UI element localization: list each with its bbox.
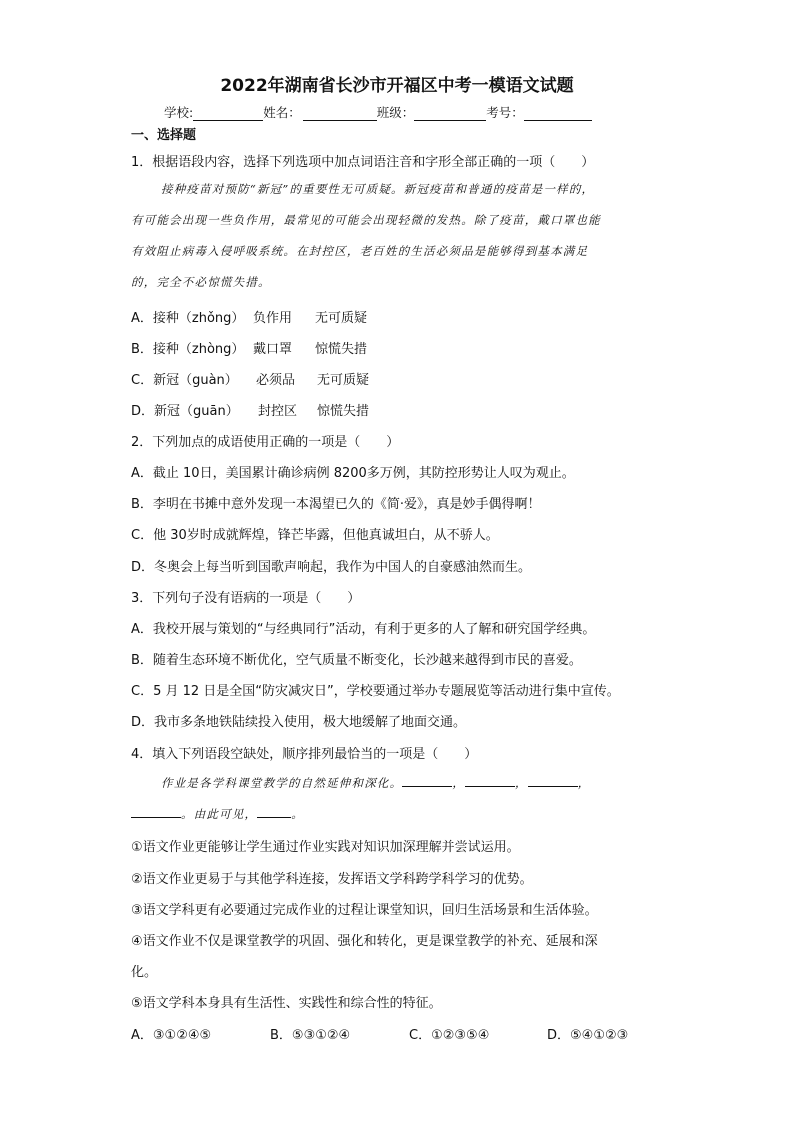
q4-item-4-continued: 化。	[131, 965, 158, 980]
q2-stem: 2．下列加点的成语使用正确的一项是（ ）	[131, 435, 400, 450]
section-heading: 一、选择题	[131, 128, 197, 143]
name-blank	[303, 108, 377, 121]
blank-1	[402, 775, 452, 787]
name-label: 姓名：	[263, 105, 301, 120]
q4-option-a: A．③①②④⑤	[131, 1028, 212, 1043]
class-label: 班级：	[376, 105, 415, 120]
q4-options	[131, 1024, 628, 1043]
blank-5	[257, 806, 291, 818]
q4-option-c: C．①②③⑤④	[409, 1028, 490, 1043]
q4-passage-line: 作业是各学科课堂教学的自然延伸和深化。 ， ， ，	[161, 776, 591, 790]
exam-number-blank	[524, 108, 592, 121]
q4-passage-line: 。由此可见， 。	[131, 806, 661, 822]
q1-option-b: B．接种（zhòng） 戴口罩 惊慌失措	[131, 342, 368, 357]
q1-option-a: A．接种（zhǒng） 负作用 无可质疑	[131, 311, 368, 326]
q1-stem: 1．根据语段内容，选择下列选项中加点词语注音和字形全部正确的一项（ ）	[131, 155, 595, 170]
q2-option-c: C．他 30岁时成就辉煌，锋芒毕露，但他真诚坦白，从不骄人。	[131, 528, 499, 543]
q3-option-d: D．我市多条地铁陆续投入使用，极大地缓解了地面交通。	[131, 715, 467, 730]
q4-item-1: ①语文作业更能够让学生通过作业实践对知识加深理解并尝试运用。	[131, 840, 520, 855]
school-blank	[193, 108, 263, 121]
q1-passage-line: 接种疫苗对预防“新冠”的重要性无可质疑。新冠疫苗和普通的疫苗是一样的，	[161, 182, 595, 196]
q1-option-d: D．新冠（guān） 封控区 惊慌失措	[131, 404, 370, 419]
q2-option-a: A．截止 10日，美国累计确诊病例 8200多万例，其防控形势让人叹为观止。	[131, 466, 575, 481]
q2-option-b: B．李明在书摊中意外发现一本渴望已久的《简·爱》，真是妙手偶得啊！	[131, 497, 541, 512]
q4-option-b: B．⑤③①②④	[270, 1028, 351, 1043]
q4-option-d: D．⑤④①②③	[547, 1028, 629, 1043]
q1-passage-line: 有可能会出现一些负作用，最常见的可能会出现轻微的发热。除了疫苗，戴口罩也能	[131, 213, 601, 227]
q3-option-c: C．5 月 12 日是全国“防灾减灾日”，学校要通过举办专题展览等活动进行集中宣传。	[131, 684, 620, 699]
q4-item-5: ⑤语文学科本身具有生活性、实践性和综合性的特征。	[131, 996, 442, 1011]
q2-option-d: D．冬奥会上每当听到国歌声响起，我作为中国人的自豪感油然而生。	[131, 560, 532, 575]
q3-option-b: B．随着生态环境不断优化，空气质量不断变化，长沙越来越得到市民的喜爱。	[131, 653, 582, 668]
exam-number-label: 考号：	[486, 105, 524, 120]
q3-option-a: A．我校开展与策划的“与经典同行”活动，有利于更多的人了解和研究国学经典。	[131, 622, 596, 637]
blank-2	[465, 775, 515, 787]
q4-item-3: ③语文学科更有必要通过完成作业的过程让课堂知识，回归生活场景和生活体验。	[131, 903, 598, 918]
blank-3	[528, 775, 578, 787]
student-info-line	[164, 103, 592, 121]
school-label: 学校:	[164, 105, 194, 120]
exam-title: 2022年湖南省长沙市开福区中考一模语文试题	[220, 76, 574, 96]
q1-passage-line: 的，完全不必惊慌失措。	[131, 275, 271, 289]
q1-option-c: C．新冠（guàn） 必须品 无可质疑	[131, 373, 370, 388]
q3-stem: 3．下列句子没有语病的一项是（ ）	[131, 591, 361, 606]
q4-stem: 4．填入下列语段空缺处，顺序排列最恰当的一项是（ ）	[131, 747, 478, 762]
class-blank	[414, 108, 486, 121]
q4-item-2: ②语文作业更易于与其他学科连接，发挥语文学科跨学科学习的优势。	[131, 872, 533, 887]
blank-4	[131, 806, 181, 818]
q1-passage-line: 有效阻止病毒入侵呼吸系统。在封控区，老百姓的生活必须品是能够得到基本满足	[131, 244, 589, 258]
q4-item-4: ④语文作业不仅是课堂教学的巩固、强化和转化，更是课堂教学的补充、延展和深	[131, 934, 598, 949]
